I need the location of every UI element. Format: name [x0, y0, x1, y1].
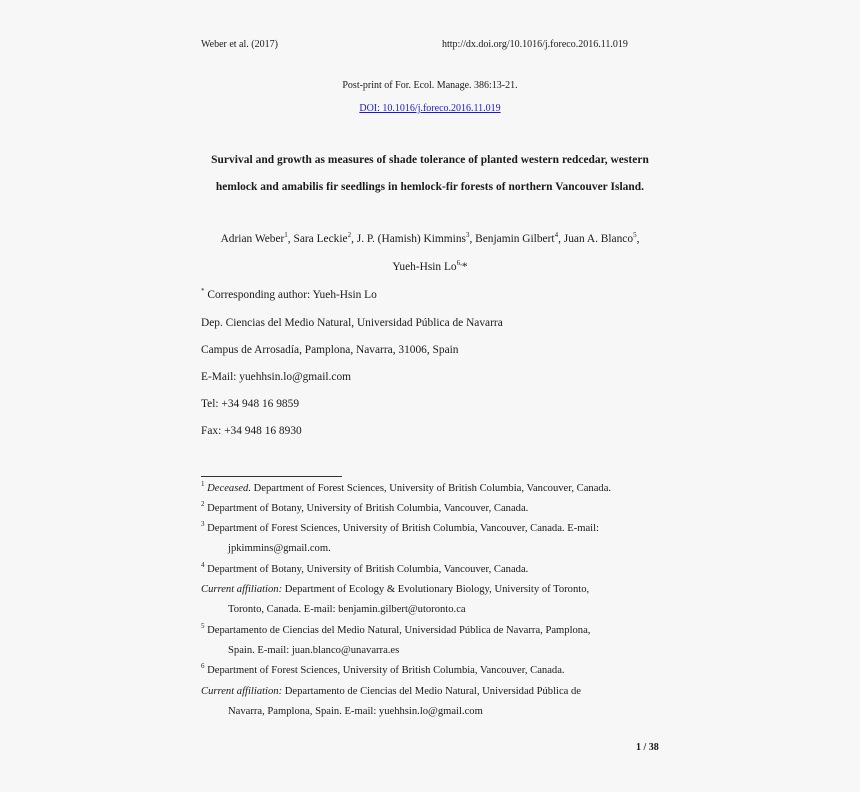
footnote-text: Departamento de Ciencias del Medio Natural, Universidad Pública de: [282, 686, 582, 697]
footnote-text: Department of Forest Sciences, University of British Columbia, Vancouver, Canada. E-mail:: [204, 523, 599, 534]
affiliation-marker: 3: [465, 231, 470, 239]
paper-title-line-2: hemlock and amabilis fir seedlings in hemlock-fir forests of northern Vancouver Island.: [215, 181, 645, 193]
author-list-line-1: [0, 233, 860, 245]
footnote-italic: Deceased.: [207, 483, 251, 494]
footnote-text: Department of Botany, University of British Columbia, Vancouver, Canada.: [204, 503, 529, 514]
author-name: Yueh-Hsin Lo: [392, 261, 457, 273]
separator: ,: [558, 233, 564, 245]
corresponding-label: Corresponding author: Yueh-Hsin Lo: [207, 289, 377, 301]
footnote-italic: Current affiliation:: [201, 584, 283, 595]
doi-line: [0, 103, 860, 114]
footnote-number: 6: [201, 662, 205, 670]
footnote-number: 5: [201, 622, 205, 630]
footnote-6-continuation: Navarra, Pamplona, Spain. E-mail: yuehhsin.lo@gmail.com: [228, 706, 483, 717]
doi-link[interactable]: DOI: 10.1016/j.foreco.2016.11.019: [359, 103, 501, 114]
author-name: Juan A. Blanco: [563, 233, 634, 245]
author-name: Sara Leckie: [293, 233, 348, 245]
footnote-text: Department of Forest Sciences, University of British Columbia, Vancouver, Canada.: [204, 665, 565, 676]
author-name: Benjamin Gilbert: [475, 233, 555, 245]
footnote-5: [201, 622, 591, 636]
author-name: Adrian Weber: [220, 233, 285, 245]
separator: ,: [469, 233, 476, 245]
paper-title-line-1: Survival and growth as measures of shade tolerance of planted western redcedar, western: [211, 154, 649, 166]
footnote-4-continuation: Toronto, Canada. E-mail: benjamin.gilbert@utoronto.ca: [228, 604, 466, 615]
footnote-2: [201, 500, 529, 514]
running-header-left: Weber et al. (2017): [201, 39, 278, 50]
author-name: J. P. (Hamish) Kimmins: [356, 233, 466, 245]
footnote-number: 3: [201, 520, 205, 528]
footnote-5-continuation: Spain. E-mail: juan.blanco@unavarra.es: [228, 645, 400, 656]
footnote-divider: [201, 476, 342, 477]
footnote-italic: Current affiliation:: [201, 686, 283, 697]
separator: ,: [351, 233, 357, 245]
affiliation-marker: 1: [284, 231, 288, 239]
footnote-text: Department of Forest Sciences, University of British Columbia, Vancouver, Canada.: [250, 483, 612, 494]
corresponding-asterisk: *: [461, 261, 468, 273]
corresponding-author: [201, 289, 377, 301]
corresponding-email: E-Mail: yuehhsin.lo@gmail.com: [201, 371, 352, 383]
footnote-6-affiliation: [201, 686, 581, 697]
corresponding-marker: *: [201, 287, 205, 295]
footnote-text: Department of Ecology & Evolutionary Biology, University of Toronto,: [282, 584, 590, 595]
corresponding-tel: Tel: +34 948 16 9859: [201, 398, 300, 410]
corresponding-campus: Campus de Arrosadía, Pamplona, Navarra, 31006, Spain: [201, 344, 459, 356]
footnote-text: Department of Botany, University of British Columbia, Vancouver, Canada.: [204, 564, 529, 575]
footnote-6: [201, 662, 565, 676]
footnote-4-affiliation: [201, 584, 589, 595]
page-number: 1 / 38: [636, 742, 659, 753]
footnote-text: Departamento de Ciencias del Medio Natural, Universidad Pública de Navarra, Pamplona,: [204, 625, 591, 636]
affiliation-marker: 4: [554, 231, 559, 239]
footnote-number: 1: [201, 480, 205, 488]
footnote-4: [201, 561, 529, 575]
footnote-number: 4: [201, 561, 205, 569]
postprint-citation: Post-print of For. Ecol. Manage. 386:13-21.: [342, 80, 518, 91]
author-list-line-2: [0, 261, 860, 273]
corresponding-dept: Dep. Ciencias del Medio Natural, Universidad Pública de Navarra: [201, 317, 503, 329]
footnote-3-continuation: jpkimmins@gmail.com.: [228, 543, 331, 554]
footnote-1: [201, 480, 612, 494]
affiliation-marker: 6,: [456, 259, 462, 267]
separator: ,: [636, 233, 640, 245]
running-header-doi-url: http://dx.doi.org/10.1016/j.foreco.2016.11.019: [442, 39, 628, 50]
footnote-number: 2: [201, 500, 205, 508]
footnote-3: [201, 520, 599, 534]
separator: ,: [287, 233, 294, 245]
corresponding-fax: Fax: +34 948 16 8930: [201, 425, 302, 437]
affiliation-marker: 5: [633, 231, 637, 239]
affiliation-marker: 2: [347, 231, 352, 239]
